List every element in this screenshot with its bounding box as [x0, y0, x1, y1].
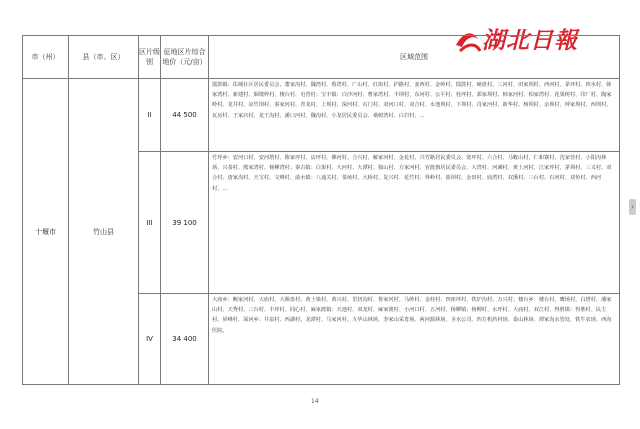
cell-county: 竹山县	[69, 79, 139, 385]
region-text: 擂鼓镇：佑城社区居民委员会、董家沟村、魏湾村、蔡湾村、广山村、红街村、护路村、姜西村、金岭村、擂鼓村、硬盘村、三河村、田家坝村、西河村、茅坪村、四水村、韩家湾村、新建村、烟墩梓村、楼台村、屯营村；宝丰镇：白沙河村、曹家湾村、丰坝村、东河村、公平村、桂坪村、郭家坝村、韩家河村、柏家湾村、花果树村、印厂村、陶家岭村、龙井村、凉竹坝村、秦家河村、青龙村、上坝村、深河村、石门村、双河口村、双合村、水池坝村、下坝村、肖家河村、新华村、杨坝村、余坝村、钟家坝村、西坝村、瓦房村、王家店村、龙王沟村、潘口河村、魏沟村、小龙居民委员会、桑树湾村、白岩村、…	[212, 82, 612, 119]
region-text: 大庙乡：鲍家河村、大庙村、大堰盘村、黄土梁村、黄兴村、里扭沟村、鲁家河村、马岭村、金桂村、四座坪村、铁炉沟村、万兴村；楼台乡：楼台村、鹰场村、白塔村、潘家山村、天秀村、三台村、丰坪村、同心村、麻家渡镇：天池村、双龙村、麻家渡村、小河口村、五河村、杨柳镇：杨柳村、水坪村、大庙村、双江村、得胜镇：得胜村、民主村、屏峰村、深河乡：井泉村、西湖村、龙潭村、马家河村、九华山林场、李家山采育场、两河源林场、圣水公司、四方机药材场、泰山林场、潭家沟水管处、铁牛农场、西沟医院。	[212, 297, 612, 334]
cell-region	[209, 79, 620, 152]
cell-city: 十堰市	[23, 79, 69, 385]
header-level: 区片级别	[139, 36, 161, 79]
cell-region	[209, 294, 620, 385]
header-price: 征地区片综合地价（元/亩）	[161, 36, 209, 79]
cell-price: 34 400	[161, 294, 209, 385]
cell-price: 39 100	[161, 152, 209, 294]
table-header-row	[23, 36, 620, 79]
chevron-right-icon: ›	[631, 203, 634, 211]
table-row	[23, 79, 620, 152]
cell-price: 44 500	[161, 79, 209, 152]
land-price-table	[22, 35, 620, 385]
side-scroll-handle[interactable]	[629, 199, 636, 215]
page-number: 14	[311, 398, 319, 405]
header-county: 县（市、区）	[69, 36, 139, 79]
header-range: 区域范围	[209, 36, 620, 79]
newspaper-logo-text: 湖北日報	[482, 28, 578, 54]
cell-level: II	[139, 79, 161, 152]
cell-level: III	[139, 152, 161, 294]
header-city: 市（州）	[23, 36, 69, 79]
region-text: 竹坪乡：安河口村、安河塔村、陈家坪村、店坪村、佛河村、合兴村、解家河村、金花村、兴竹路居民委员会、宽坪村、六合村、马鞍山村、仁和寨村、沈家营村、小阳沟林场、兴茶村、熊家湾村、杨柳湾村；秦古镇：白果村、大河村、大潭村、独山村、方家河村、官渡旗居民委员会、大湾村、河滩村、黄土河村、江家坪村、茅坝村、三义村、双合村、唐家沟村、天宝村、文峰村、溢水镇：八通关村、茶场村、大桥村、复兴村、花竹村、界岭村、盐坝村、金田村、庙湾村、双溪村、三台村、石河村、双鱼村、西河村、…	[212, 155, 612, 192]
cell-region	[209, 152, 620, 294]
cell-level: IV	[139, 294, 161, 385]
